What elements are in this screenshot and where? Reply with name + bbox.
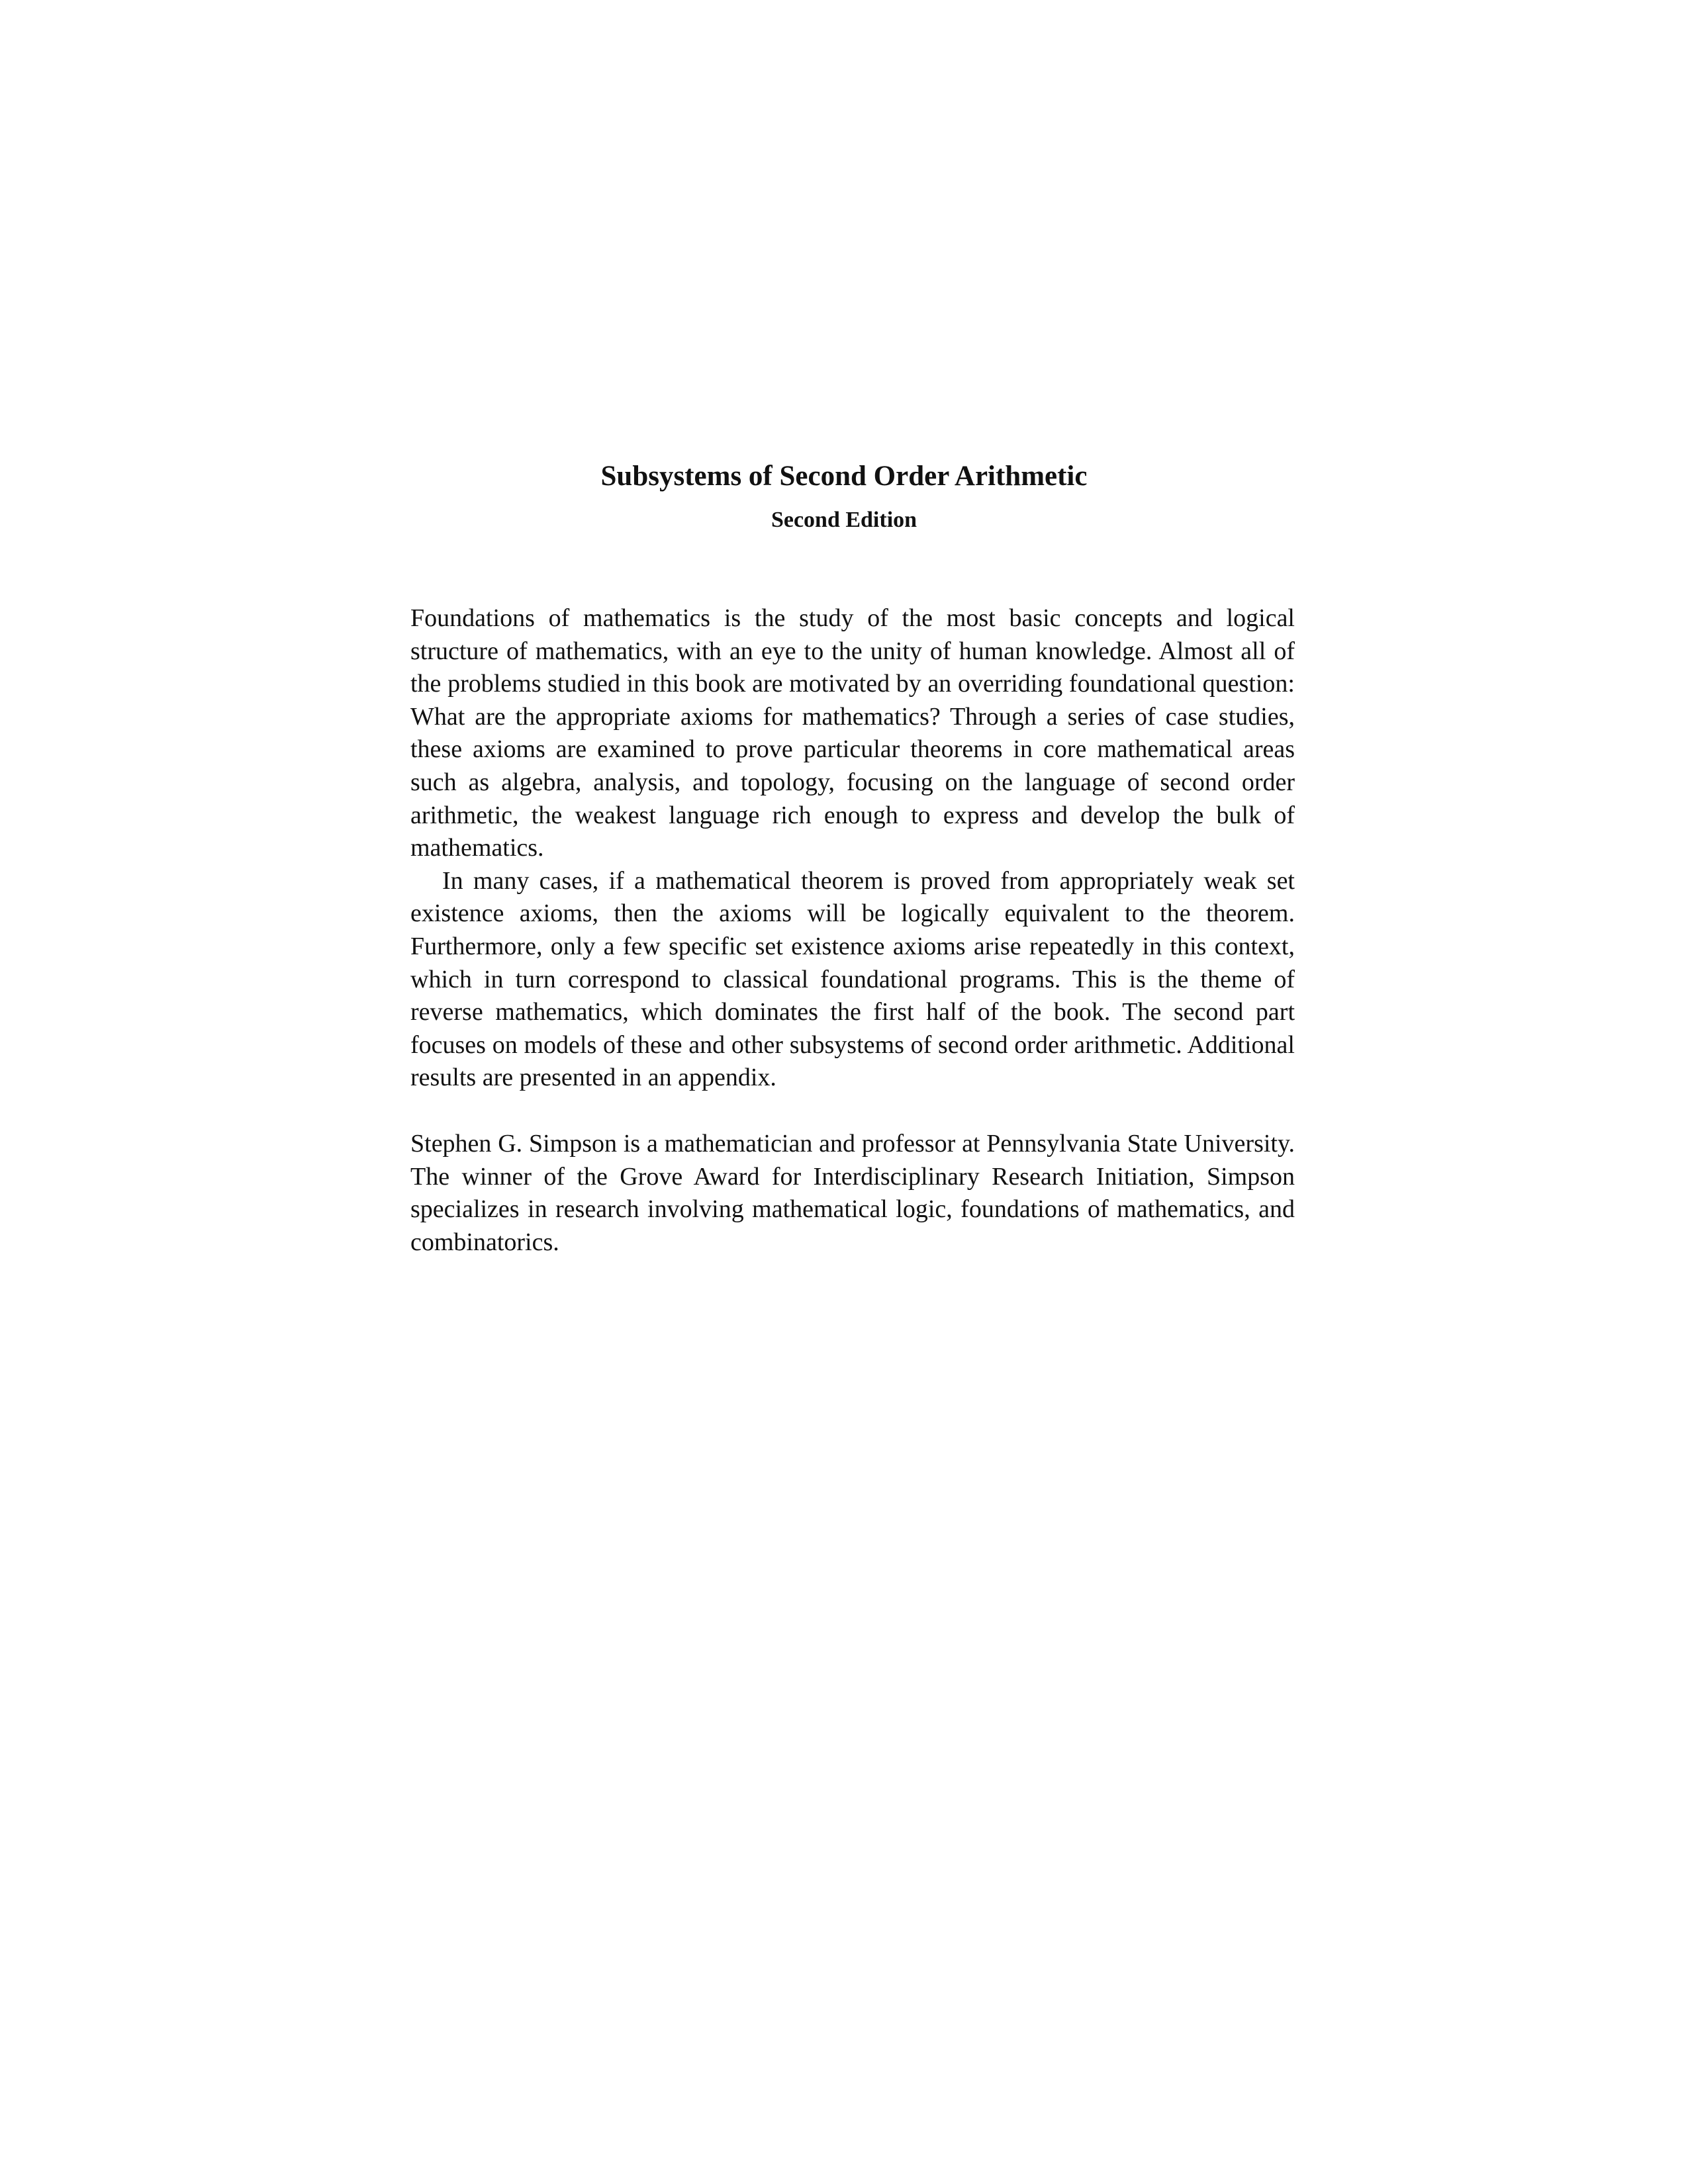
book-description (410, 602, 1295, 1095)
description-paragraph-1: Foundations of mathematics is the study of the most basic concepts and logical structure of mathematics, with an eye to the unity of human knowledge. Almost all of the problems studied in this book are motivated by an overriding foundational question: What are the appropriate axioms for mathematics? Through a series of case studies, these axioms are examined to prove particular theorems in core mathematical areas such as algebra, analysis, and topology, focusing on the language of second order arithmetic, the weakest language rich enough to express and develop the bulk of mathematics. (410, 604, 1295, 862)
author-biography (410, 1128, 1295, 1259)
book-title: Subsystems of Second Order Arithmetic (600, 461, 1088, 492)
author-bio-text: Stephen G. Simpson is a mathematician and professor at Pennsylvania State University. The winner of the Grove Award for Interdisciplinary Research Initiation, Simpson specializes in research involving mathematical logic, foundations of mathematics, and combinatorics. (410, 1130, 1295, 1256)
description-paragraph-2: In many cases, if a mathematical theorem is proved from appropriately weak set existence axioms, then the axioms will be logically equivalent to the theorem. Furthermore, only a few specific set existence axioms arise repeatedly in this context, which in turn correspond to classical foundational programs. This is the theme of reverse mathematics, which dominates the first half of the book. The second part focuses on models of these and other subsystems of second order arithmetic. Additional results are presented in an appendix. (410, 866, 1295, 1092)
edition-subtitle: Second Edition (771, 508, 917, 532)
